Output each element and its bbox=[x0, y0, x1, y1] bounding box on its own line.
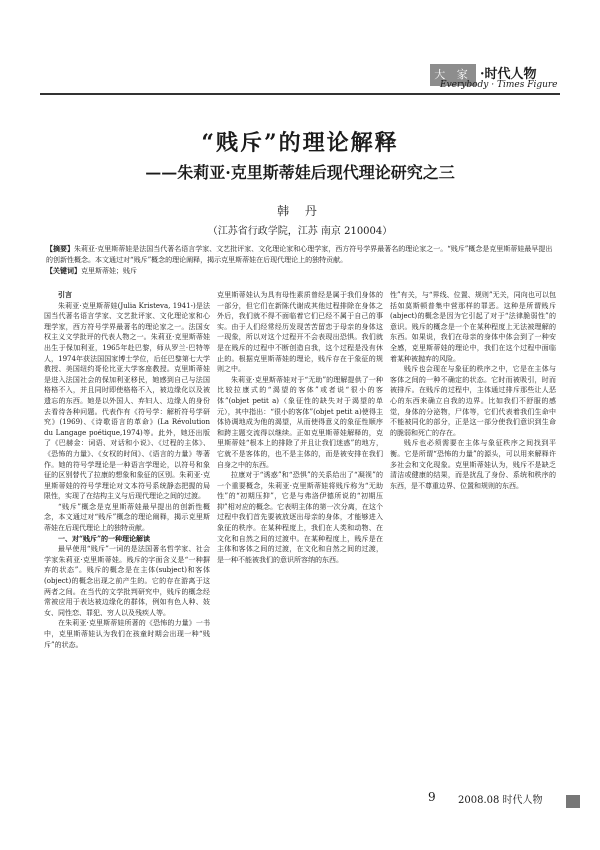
page-number: 9 bbox=[428, 790, 436, 804]
article-author: 韩 丹 bbox=[277, 204, 323, 218]
paragraph: “贱斥”概念是克里斯蒂娃最早提出的创新性概念，本文通过对“贱斥”概念的理论阐释，揭示克里斯蒂娃在后现代理论上的独特贡献。 bbox=[44, 502, 210, 533]
keywords bbox=[46, 265, 558, 277]
abstract-label: 【摘要】 bbox=[46, 244, 74, 253]
body-column-1 bbox=[44, 290, 210, 790]
section-heading: 一、对“贱斥”的一种理论解读 bbox=[58, 533, 151, 543]
keywords-label: 【关键词】 bbox=[46, 266, 81, 275]
intro-heading: 引言 bbox=[58, 290, 72, 299]
section-badge: 大 家 bbox=[430, 64, 476, 86]
footer-issue: 2008.08 时代人物 bbox=[458, 795, 543, 806]
abstract bbox=[46, 243, 558, 266]
body-column-2 bbox=[217, 290, 383, 790]
article-subtitle: ——朱莉亚·克里斯蒂娃后现代理论研究之三 bbox=[145, 163, 455, 182]
article-title: “贱斥”的理论解释 bbox=[201, 130, 399, 156]
paragraph: 贱斥也会现在与象征的秩序之中，它是在主体与客体之间的一种不确定的状态。它时而被吸引，时而被排斥。在贱斥的过程中，主体通过排斥那些让人恶心的东西来确立自我的边界。比如我们不舒服的感觉，身体的分泌物，尸体等，它们代表着我们生命中不能被同化的部分，正是这一部分使我们意识到生命的脆弱和死亡的存在。 bbox=[390, 365, 556, 437]
paragraph: 拉康对于“诱惑”和“恐惧”的关系给出了“凝视”的一个重要概念，朱莉亚·克里斯蒂娃将贱斥称为“无助性”的“初期压抑”，它是与弗洛伊德所说的“初期压抑”相对应的概念。它表明主体的第一次分离，在这个过程中我们首先要被放逐出母亲的身体，才能够进入象征的秩序。在某种程度上，我们在人类和动物、在文化和自然之间的过渡中。在某种程度上，贱斥是在主体和客体之间的过渡，在文化和自然之间的过渡，是一种不能被我们的意识所容纳的东西。 bbox=[217, 471, 383, 564]
body-column-3 bbox=[390, 290, 556, 790]
paragraph: 性”有关，与“界线、位置、规则”无关，同向也可以包括如莫斯顿普集中营那样的罪恶。这种是所谓贱斥(abject)的概念是因为它引起了对于“法律脆弱性”的意识。贱斥的概念是一个在某种程度上无法被理解的东西。如果说，我们在母亲的身体中体会到了一种安全感，克里斯蒂娃的理论中，我们在这个过程中面临着某种被抛弃的风险。 bbox=[390, 291, 556, 363]
paragraph: 贱斥也必须需要在主体与象征秩序之间找到平衡。它是所谓“恐怖的力量”的源头，可以用来解释许多社会和文化现象。克里斯蒂娃认为，贱斥不是缺乏清洁或健康的结果，而是扰乱了身份、系统和秩序的东西，是不尊重边界、位置和规则的东西。 bbox=[390, 439, 556, 490]
paragraph: 最早使用“贱斥”一词的是法国著名哲学家、社会学家朱莉亚·克里斯蒂娃。贱斥的字面含义是“一种摒弃的状态”。贱斥的概念是在主体(subject)和客体(object)的概念出现之前产生的。它的存在游离于这两者之间。在当代的文学批判研究中，贱斥的概念经常被应用于表达被边缘化的群体，例如有色人种、妓女、同性恋、罪犯、穷人以及残疾人等。 bbox=[44, 545, 210, 617]
header-rule bbox=[40, 93, 560, 95]
paragraph: 朱莉亚·克里斯蒂娃(Julia Kristeva, 1941-)是法国当代著名语言学家、文艺批评家、文化理论家和心理学家，西方符号学界最著名的理论家之一。法国女权主义文学批评的代表人物之一。朱莉亚·克里斯蒂娃出生于保加利亚，1965年赴巴黎，师从罗兰·巴特等人，1974年获法国国家博士学位，后任巴黎第七大学教授、美国纽约哥伦比亚大学客座教授。克里斯蒂娃是进入法国社会的保加利亚移民，她感到自己与法国格格不入，并且同时即使格格不入，被边缘化以及被遗忘的东西。她是以外国人、弃妇人、边缘人的身份去看待各种问题。代表作有《符号学：解析符号学研究》(1969)、《诗歌语言的革命》(La Révolution du Langage poétique,1974)等。此外，她还出版了《巴赫金：词语、对话和小说》、《过程的主体》、《恐怖的力量》、《女权的时间》、《语言的力量》等著作。她的符号学理论是一种语言学理论，以符号和象征的区别替代了拉康的想象和象征的区别。朱莉亚·克里斯蒂娃的符号学理论对文本符号系统静态把握的局限性，实现了在结构主义与后现代理论之间的过渡。 bbox=[44, 301, 210, 501]
keywords-text: 克里斯蒂娃；贱斥 bbox=[81, 267, 137, 275]
section-category: ·时代人物 bbox=[480, 67, 537, 82]
article-affiliation: （江苏省行政学院，江苏 南京 210004） bbox=[207, 226, 393, 237]
footer-marker bbox=[566, 795, 580, 808]
abstract-text: 朱莉亚·克里斯蒂娃是法国当代著名语言学家、文艺批评家、文化理论家和心理学家，西方符号学界最著名的理论家之一。“贱斥”概念是克里斯蒂娃最早提出的创新性概念。本文通过对“贱斥”概念的理论阐释，揭示克里斯蒂娃在后现代理论上的独特贡献。 bbox=[46, 245, 553, 264]
paragraph: 朱莉亚·克里斯蒂娃对于“无助”的理解提供了一种比较拉康式的“渴望的客体”或者说“很小的客体”(objet petit a)（象征性的缺失对于渴望的单元），其中指出：“很小的客体”(objet petit a)使得主体协调地成为他的渴望，从而使得意义的象征性顺序和跨主题交流得以继续。正如克里斯蒂娃解释的，克里斯蒂娃“根本上的排除了并且让我们迷惑”的地方，它就不是客体的，也不是主体的，而是被安排在我们自身之中的东西。 bbox=[217, 375, 383, 469]
paragraph: 克里斯蒂娃认为具有母性素质曾经是属于我们身体的一部分，但它们在新陈代谢成其他过程排除在身体之外后，我们就不得不面临着它们已经不属于自己的事实。由于人们经常经历发现苦苦留恋于母亲的身体这一现象，所以对这个过程开不会表现出恐惧。我们就是在贱斥的过程中不断创造自我，这个过程是没有休止的。根据克里斯蒂娃的理论，贱斥存在于象征的规则之中。 bbox=[217, 291, 383, 374]
paragraph: 在朱莉亚·克里斯蒂娃所著的《恐怖的力量》一书中，克里斯蒂娃认为我们在孩童时期会出现一种“贱斥”的状态。 bbox=[44, 619, 210, 649]
section-english-title: Everybody · Times Figure bbox=[440, 80, 558, 90]
